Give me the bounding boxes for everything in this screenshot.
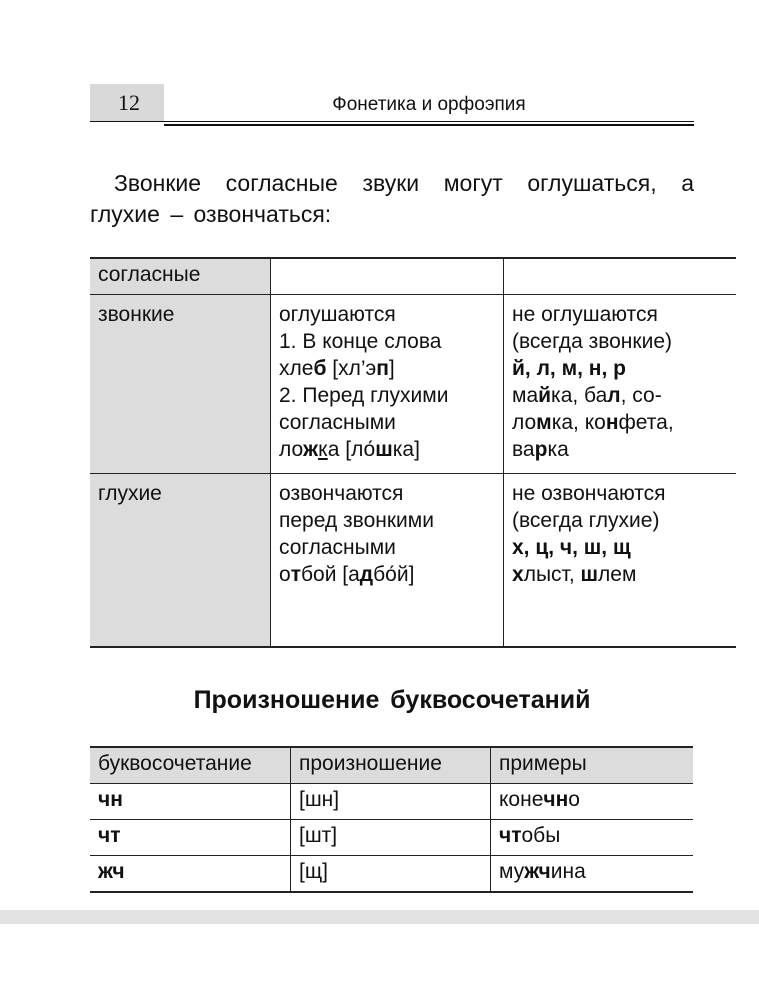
sound-cell: [шн]	[291, 784, 491, 820]
table-header-row	[90, 747, 693, 784]
column-header: произношение	[291, 747, 491, 784]
sound-cell: [шт]	[291, 820, 491, 856]
table-row	[90, 820, 693, 856]
combo-cell: жч	[90, 856, 291, 893]
page-number: 12	[118, 90, 140, 115]
table-row	[90, 784, 693, 820]
header-rule	[90, 121, 694, 122]
table-row	[90, 474, 736, 648]
example-cell: мужчина	[491, 856, 694, 893]
example-cell: конечно	[491, 784, 694, 820]
intro-paragraph: Звонкие согласные звуки могут оглушаться, а глухие – озвончаться:	[90, 170, 694, 227]
table-row	[90, 856, 693, 893]
running-title: Фонетика и орфоэпия	[332, 94, 526, 115]
voiceless-voiced-cell: озвончаются перед звонкими согласными отбой [адбо́й]	[271, 474, 504, 648]
combo-cell: чт	[90, 820, 291, 856]
consonants-table	[90, 257, 736, 648]
column-header: буквосочетание	[90, 747, 291, 784]
column-header: примеры	[491, 747, 694, 784]
voiced-deafened-cell: оглушаются 1. В конце слова хлеб [хл’эп] 2. Перед глухими согласными ложка [ло́шка]	[271, 295, 504, 474]
page-bottom-band	[0, 910, 759, 924]
example-cell: чтобы	[491, 820, 694, 856]
row-label-voiceless: глухие	[90, 474, 271, 648]
voiceless-never-voiced-cell: не озвончаются (всегда глухие) х, ц, ч, ш, щ хлыст, шлем	[504, 474, 737, 648]
section-title: Произношение буквосочетаний	[193, 686, 591, 714]
combo-cell: чн	[90, 784, 291, 820]
table-row	[90, 295, 736, 474]
sound-cell: [щ]	[291, 856, 491, 893]
table-header-cell: согласные	[90, 258, 271, 295]
row-label-voiced: звонкие	[90, 295, 271, 474]
header-rule-thick	[164, 124, 694, 126]
voiced-never-deafened-cell: не оглушаются (всегда звонкие) й, л, м, н, р майка, бал, со- ломка, конфета, варка	[504, 295, 737, 474]
letter-combinations-table	[90, 746, 693, 893]
